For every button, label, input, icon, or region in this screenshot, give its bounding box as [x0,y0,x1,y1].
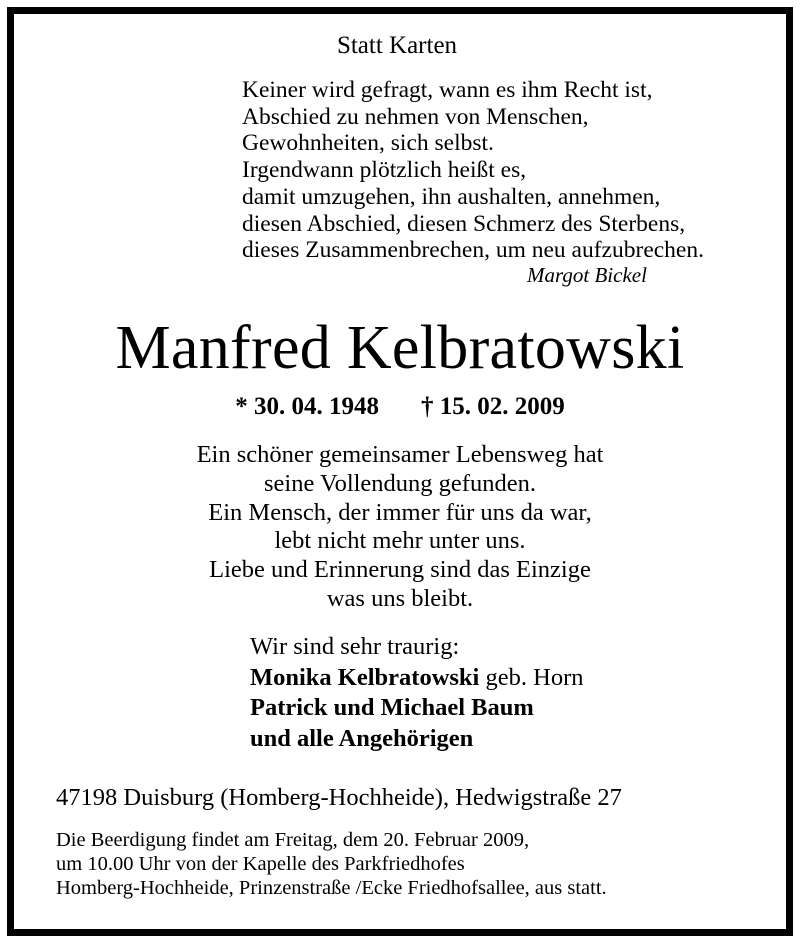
family-address: 47198 Duisburg (Homberg-Hochheide), Hedwigstraße 27 [56,784,622,811]
poem [242,77,704,264]
spouse-maiden-name: geb. Horn [479,663,584,691]
funeral-line: um 10.00 Uhr von der Kapelle des Parkfriedhofes [56,853,465,875]
mourner-children: Patrick und Michael Baum [250,694,534,721]
verse-line: lebt nicht mehr unter uns. [274,527,526,555]
poem-line: Keiner wird gefragt, wann es ihm Recht ist, [242,77,653,103]
verse-line: Liebe und Erinnerung sind das Einzige [209,556,591,584]
funeral-line: Homberg-Hochheide, Prinzenstraße /Ecke Friedhofsallee, aus statt. [56,877,607,899]
verse-line: Ein schöner gemeinsamer Lebensweg hat [196,441,604,468]
verse-line: Ein Mensch, der immer für uns da war, [208,498,592,526]
poem-line: dieses Zusammenbrechen, um neu aufzubrechen. [242,237,704,264]
poem-line: Abschied zu nehmen von Menschen, [242,103,589,130]
funeral-line: Die Beerdigung findet am Freitag, dem 20. Februar 2009, [56,829,530,851]
poem-line: Gewohnheiten, sich selbst. [242,130,494,157]
birth-date: * 30. 04. 1948 [235,393,379,420]
life-dates [0,393,800,421]
poem-author: Margot Bickel [527,263,647,287]
poem-line: diesen Abschied, diesen Schmerz des Sterbens, [242,210,686,237]
spouse-name: Monika Kelbratowski [250,663,480,691]
header-statt-karten: Statt Karten [336,32,458,59]
death-date: † 15. 02. 2009 [421,393,565,420]
mourner-spouse [250,663,583,694]
memorial-verse [0,441,800,614]
deceased-name: Manfred Kelbratowski [115,314,685,382]
verse-line: was uns bleibt. [326,584,474,612]
mourners-intro: Wir sind sehr traurig: [250,633,460,660]
verse-line: seine Vollendung gefunden. [264,469,536,497]
mourners-block [250,632,583,754]
poem-line: Irgendwann plötzlich heißt es, [242,157,527,184]
poem-line: damit umzugehen, ihn aushalten, annehmen, [242,183,661,210]
mourner-relatives: und alle Angehörigen [250,724,474,752]
funeral-info [56,828,607,900]
